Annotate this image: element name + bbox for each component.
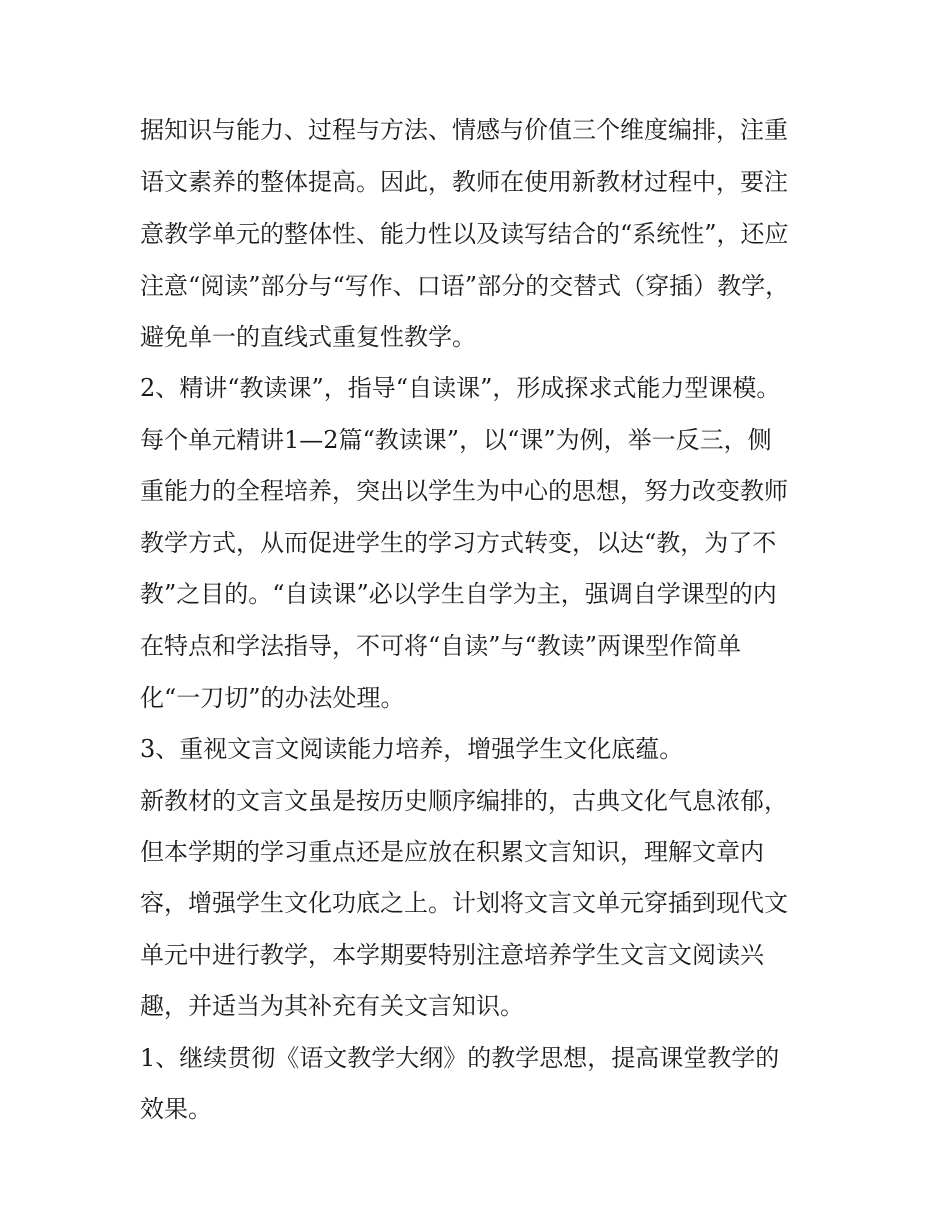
body-text-line: 教学方式，从而促进学生的学习方式转变，以达“教，为了不 — [140, 529, 777, 557]
body-text-line: 新教材的文言文虽是按历史顺序编排的，古典文化气息浓郁， — [140, 787, 788, 815]
body-text-line: 在特点和学法指导，不可将“自读”与“教读”两课型作简单 — [140, 632, 742, 660]
body-text-line: 语文素养的整体提高。因此，教师在使用新教材过程中，要注 — [140, 168, 788, 196]
section-heading-line: 3、重视文言文阅读能力培养，增强学生文化底蕴。 — [140, 735, 684, 763]
body-text-line: 单元中进行教学，本学期要特别注意培养学生文言文阅读兴 — [140, 941, 764, 969]
section-heading-line: 1、继续贯彻《语文教学大纲》的教学思想，提高课堂教学的 — [140, 1044, 780, 1072]
body-text-line: 避免单一的直线式重复性教学。 — [140, 323, 476, 351]
body-text-line: 意教学单元的整体性、能力性以及读写结合的“系统性”，还应 — [140, 220, 789, 248]
body-text-line: 但本学期的学习重点还是应放在积累文言知识，理解文章内 — [140, 838, 764, 866]
body-text-line: 注意“阅读”部分与“写作、口语”部分的交替式（穿插）教学， — [140, 272, 790, 300]
body-text-line: 重能力的全程培养，突出以学生为中心的思想，努力改变教师 — [140, 477, 788, 505]
body-text-line: 容，增强学生文化功底之上。计划将文言文单元穿插到现代文 — [140, 889, 788, 917]
body-text-line: 教”之目的。“自读课”必以学生自学为主，强调自学课型的内 — [140, 580, 777, 608]
body-text-line: 化“一刀切”的办法处理。 — [140, 684, 405, 712]
body-text-line: 趣，并适当为其补充有关文言知识。 — [140, 992, 524, 1020]
section-heading-line: 2、精讲“教读课”，指导“自读课”，形成探求式能力型课模。 — [140, 374, 781, 402]
body-text-line: 每个单元精讲1—2篇“教读课”，以“课”为例，举一反三，侧 — [140, 426, 772, 454]
body-text-line: 效果。 — [140, 1095, 212, 1123]
body-text-line: 据知识与能力、过程与方法、情感与价值三个维度编排，注重 — [140, 116, 788, 144]
